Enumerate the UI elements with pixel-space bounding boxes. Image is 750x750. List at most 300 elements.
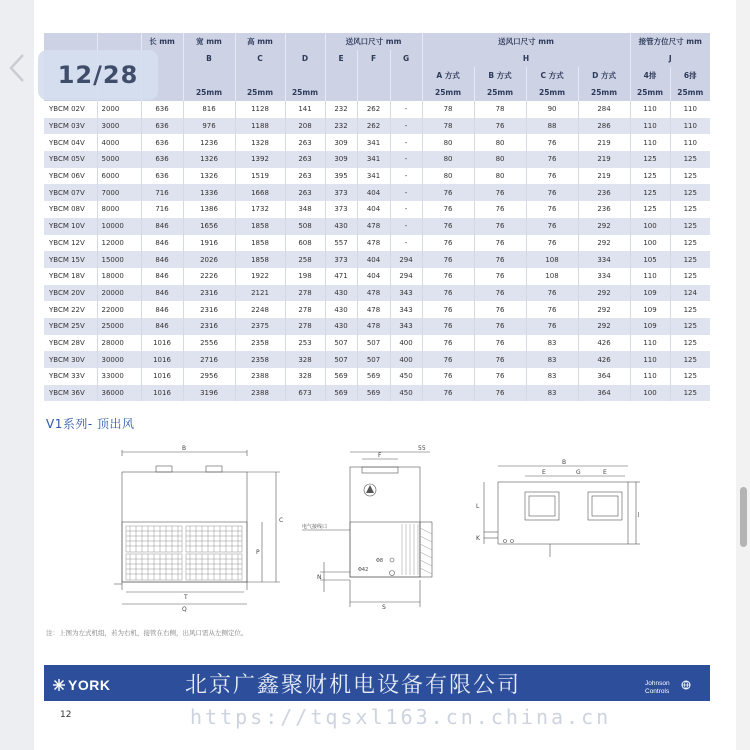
value-cell: 2388 (235, 385, 285, 402)
unit-label: 25mm (285, 84, 325, 101)
value-cell: 125 (670, 184, 710, 201)
value-cell: 5000 (97, 151, 141, 168)
unit-label: 25mm (526, 84, 578, 101)
model-cell: YBCM 25V (44, 318, 97, 335)
value-cell: 232 (325, 118, 357, 135)
value-cell: - (390, 201, 422, 218)
value-cell: 278 (285, 318, 325, 335)
value-cell: 816 (183, 101, 235, 118)
value-cell: 109 (630, 301, 670, 318)
table-row (44, 351, 710, 368)
value-cell: 2358 (235, 335, 285, 352)
value-cell: - (390, 218, 422, 235)
value-cell: 284 (578, 101, 630, 118)
value-cell: 125 (630, 184, 670, 201)
model-cell: YBCM 30V (44, 351, 97, 368)
value-cell: 124 (670, 285, 710, 302)
front-view-drawing (114, 445, 283, 613)
value-cell: 328 (285, 368, 325, 385)
value-cell: 292 (578, 235, 630, 252)
value-cell: 110 (630, 118, 670, 135)
value-cell: 219 (578, 151, 630, 168)
value-cell: 478 (357, 318, 390, 335)
value-cell: 30000 (97, 351, 141, 368)
top-view-drawing (476, 459, 640, 557)
value-cell: 20000 (97, 285, 141, 302)
header-supply-outlet: 送风口尺寸 mm (325, 33, 422, 50)
table-row (44, 134, 710, 151)
table-row (44, 168, 710, 185)
unit-label: 25mm (474, 84, 526, 101)
value-cell: 507 (325, 351, 357, 368)
table-row (44, 118, 710, 135)
value-cell: 88 (526, 118, 578, 135)
value-cell: - (390, 184, 422, 201)
table-row (44, 301, 710, 318)
value-cell: 1016 (141, 368, 183, 385)
value-cell: 716 (141, 184, 183, 201)
model-cell: YBCM 18V (44, 268, 97, 285)
value-cell: 110 (630, 351, 670, 368)
value-cell: 110 (630, 335, 670, 352)
jci-globe-icon (681, 680, 691, 690)
value-cell: 110 (670, 134, 710, 151)
top-label-E2: E (603, 469, 607, 476)
value-cell: 100 (630, 218, 670, 235)
value-cell: 76 (422, 301, 474, 318)
value-cell: 125 (670, 318, 710, 335)
value-cell: 76 (422, 318, 474, 335)
value-cell: 18000 (97, 268, 141, 285)
value-cell: 76 (422, 351, 474, 368)
value-cell: 76 (474, 201, 526, 218)
value-cell: 263 (285, 168, 325, 185)
value-cell: 343 (390, 285, 422, 302)
model-cell: YBCM 15V (44, 251, 97, 268)
value-cell: 2121 (235, 285, 285, 302)
value-cell: 109 (630, 318, 670, 335)
johnson-controls-logo (645, 680, 691, 696)
top-label-K: K (476, 535, 480, 542)
model-cell: YBCM 05V (44, 151, 97, 168)
value-cell: 1326 (183, 168, 235, 185)
value-cell: 1016 (141, 335, 183, 352)
value-cell: 108 (526, 251, 578, 268)
value-cell: 80 (422, 134, 474, 151)
value-cell: 76 (526, 201, 578, 218)
value-cell: 76 (422, 235, 474, 252)
value-cell: 125 (670, 218, 710, 235)
table-row (44, 385, 710, 402)
value-cell: 294 (390, 251, 422, 268)
value-cell: 8000 (97, 201, 141, 218)
value-cell: 80 (474, 151, 526, 168)
value-cell: 76 (474, 285, 526, 302)
model-cell: YBCM 33V (44, 368, 97, 385)
value-cell: 846 (141, 301, 183, 318)
header-D: D (285, 50, 325, 67)
value-cell: 1128 (235, 101, 285, 118)
value-cell: 507 (325, 335, 357, 352)
value-cell: 569 (357, 385, 390, 402)
value-cell: 348 (285, 201, 325, 218)
header-height: 高 mm (235, 33, 285, 50)
value-cell: 219 (578, 134, 630, 151)
value-cell: - (390, 134, 422, 151)
value-cell: - (390, 168, 422, 185)
value-cell: 76 (474, 184, 526, 201)
value-cell: 110 (670, 101, 710, 118)
value-cell: 286 (578, 118, 630, 135)
value-cell: 1392 (235, 151, 285, 168)
value-cell: 1016 (141, 351, 183, 368)
value-cell: 80 (422, 151, 474, 168)
value-cell: - (390, 235, 422, 252)
unit-label: 25mm (422, 84, 474, 101)
value-cell: 507 (357, 351, 390, 368)
value-cell: 258 (285, 251, 325, 268)
scrollbar-track[interactable] (736, 0, 750, 750)
value-cell: 426 (578, 351, 630, 368)
value-cell: 36000 (97, 385, 141, 402)
technical-drawings (40, 442, 710, 622)
value-cell: 125 (630, 168, 670, 185)
value-cell: 450 (390, 385, 422, 402)
value-cell: 90 (526, 101, 578, 118)
value-cell: 292 (578, 285, 630, 302)
model-cell: YBCM 07V (44, 184, 97, 201)
top-label-E: E (542, 469, 546, 476)
value-cell: 125 (670, 168, 710, 185)
value-cell: 76 (526, 285, 578, 302)
value-cell: 2316 (183, 301, 235, 318)
value-cell: 341 (357, 134, 390, 151)
value-cell: 83 (526, 368, 578, 385)
side-label-inlet: 电气接线口 (302, 524, 328, 530)
model-cell: YBCM 08V (44, 201, 97, 218)
front-label-Q: Q (182, 606, 187, 613)
value-cell: 478 (357, 235, 390, 252)
value-cell: 33000 (97, 368, 141, 385)
value-cell: 76 (474, 351, 526, 368)
value-cell: 569 (357, 368, 390, 385)
value-cell: 636 (141, 101, 183, 118)
value-cell: 125 (670, 251, 710, 268)
value-cell: 263 (285, 184, 325, 201)
value-cell: 430 (325, 285, 357, 302)
value-cell: 141 (285, 101, 325, 118)
header-length: 长 mm (141, 33, 183, 50)
table-row (44, 285, 710, 302)
value-cell: 1922 (235, 268, 285, 285)
value-cell: 343 (390, 318, 422, 335)
value-cell: 83 (526, 335, 578, 352)
value-cell: 508 (285, 218, 325, 235)
value-cell: 334 (578, 268, 630, 285)
value-cell: 1519 (235, 168, 285, 185)
value-cell: 83 (526, 351, 578, 368)
value-cell: 25000 (97, 318, 141, 335)
value-cell: 1386 (183, 201, 235, 218)
value-cell: 76 (474, 301, 526, 318)
value-cell: 108 (526, 268, 578, 285)
value-cell: 1326 (183, 151, 235, 168)
header-E: E (325, 50, 357, 67)
header-width: 宽 mm (183, 33, 235, 50)
value-cell: 2316 (183, 318, 235, 335)
value-cell: 292 (578, 318, 630, 335)
value-cell: 76 (526, 318, 578, 335)
table-row (44, 318, 710, 335)
model-cell: YBCM 36V (44, 385, 97, 402)
value-cell: 1328 (235, 134, 285, 151)
value-cell: 78 (474, 101, 526, 118)
value-cell: 236 (578, 201, 630, 218)
header-C-style: C 方式 (526, 67, 578, 84)
value-cell: 2556 (183, 335, 235, 352)
jci-line-1: Johnson (645, 680, 670, 687)
value-cell: 1858 (235, 251, 285, 268)
value-cell: 125 (670, 235, 710, 252)
svg-text:J: J (638, 512, 640, 518)
top-label-L: L (476, 503, 480, 510)
value-cell: 1236 (183, 134, 235, 151)
value-cell: 80 (474, 168, 526, 185)
value-cell: 478 (357, 301, 390, 318)
value-cell: 846 (141, 218, 183, 235)
side-label-S: S (382, 604, 386, 611)
left-navigation-strip[interactable] (0, 0, 34, 750)
table-row (44, 201, 710, 218)
value-cell: 3196 (183, 385, 235, 402)
table-row (44, 151, 710, 168)
value-cell: - (390, 101, 422, 118)
table-row (44, 184, 710, 201)
model-cell: YBCM 04V (44, 134, 97, 151)
value-cell: 976 (183, 118, 235, 135)
value-cell: 110 (670, 118, 710, 135)
header-D-style: D 方式 (578, 67, 630, 84)
value-cell: 400 (390, 335, 422, 352)
value-cell: 373 (325, 201, 357, 218)
model-cell: YBCM 22V (44, 301, 97, 318)
front-label-B: B (182, 445, 187, 452)
model-cell: YBCM 28V (44, 335, 97, 352)
value-cell: 343 (390, 301, 422, 318)
header-4-row: 4排 (630, 67, 670, 84)
value-cell: 125 (670, 368, 710, 385)
value-cell: 76 (526, 218, 578, 235)
value-cell: 76 (422, 184, 474, 201)
side-label-phi42: Φ42 (358, 567, 369, 573)
value-cell: 76 (526, 301, 578, 318)
top-label-G: G (576, 469, 581, 476)
table-row (44, 235, 710, 252)
value-cell: 294 (390, 268, 422, 285)
value-cell: 76 (422, 285, 474, 302)
section-title: V1系列- 顶出风 (46, 417, 135, 431)
value-cell: 278 (285, 285, 325, 302)
fan-arrow-icon (366, 485, 374, 493)
value-cell: 373 (325, 251, 357, 268)
header-return-outlet: 送风口尺寸 mm (422, 33, 630, 50)
value-cell: 236 (578, 184, 630, 201)
scrollbar-thumb[interactable] (740, 487, 747, 547)
value-cell: 1858 (235, 235, 285, 252)
value-cell: 262 (357, 118, 390, 135)
value-cell: 636 (141, 151, 183, 168)
value-cell: 716 (141, 201, 183, 218)
value-cell: - (390, 151, 422, 168)
value-cell: 2388 (235, 368, 285, 385)
page-counter: 12/28 (38, 50, 158, 100)
value-cell: 328 (285, 351, 325, 368)
value-cell: 80 (422, 168, 474, 185)
value-cell: 450 (390, 368, 422, 385)
value-cell: 404 (357, 201, 390, 218)
value-cell: 2716 (183, 351, 235, 368)
value-cell: 105 (630, 251, 670, 268)
value-cell: 292 (578, 301, 630, 318)
header-row-1 (44, 33, 710, 50)
value-cell: 309 (325, 151, 357, 168)
value-cell: 478 (357, 218, 390, 235)
value-cell: 76 (474, 318, 526, 335)
value-cell: 2226 (183, 268, 235, 285)
value-cell: 76 (526, 151, 578, 168)
unit-label: 25mm (578, 84, 630, 101)
value-cell: 125 (670, 335, 710, 352)
table-row (44, 335, 710, 352)
value-cell: 76 (422, 218, 474, 235)
header-6-row: 6排 (670, 67, 710, 84)
company-name: 北京广鑫聚财机电设备有限公司 (185, 673, 522, 698)
value-cell: 22000 (97, 301, 141, 318)
value-cell: 76 (422, 368, 474, 385)
value-cell: 673 (285, 385, 325, 402)
value-cell: 2248 (235, 301, 285, 318)
value-cell: 1858 (235, 218, 285, 235)
value-cell: 208 (285, 118, 325, 135)
value-cell: 76 (474, 385, 526, 402)
value-cell: 478 (357, 285, 390, 302)
value-cell: 430 (325, 301, 357, 318)
model-cell: YBCM 02V (44, 101, 97, 118)
value-cell: 404 (357, 184, 390, 201)
page-number: 12 (60, 710, 72, 720)
value-cell: 76 (474, 235, 526, 252)
side-label-N: N (317, 574, 322, 581)
left-arrow-icon[interactable] (6, 52, 28, 84)
front-label-P: P (256, 549, 260, 556)
value-cell: 430 (325, 218, 357, 235)
value-cell: 76 (526, 184, 578, 201)
value-cell: 76 (474, 368, 526, 385)
front-label-C: C (279, 517, 284, 524)
value-cell: 404 (357, 251, 390, 268)
website-watermark: https://tqsxl163.cn.china.cn (190, 705, 612, 729)
value-cell: 232 (325, 101, 357, 118)
value-cell: 426 (578, 335, 630, 352)
value-cell: 636 (141, 118, 183, 135)
side-label-F: F (378, 452, 382, 459)
value-cell: 1188 (235, 118, 285, 135)
value-cell: 846 (141, 285, 183, 302)
side-label-phi8: Φ8 (376, 558, 384, 564)
value-cell: 80 (474, 134, 526, 151)
value-cell: 2316 (183, 285, 235, 302)
value-cell: 608 (285, 235, 325, 252)
york-snowflake-icon (52, 678, 66, 692)
header-A-style: A 方式 (422, 67, 474, 84)
footnote: 注：上图为左式机组，若为右机，接管在右侧，出风口需从左侧定位。 (46, 629, 248, 637)
value-cell: 219 (578, 168, 630, 185)
top-label-B: B (562, 459, 567, 466)
spec-table-body (44, 101, 710, 401)
unit-label: 25mm (630, 84, 670, 101)
value-cell: 4000 (97, 134, 141, 151)
value-cell: 253 (285, 335, 325, 352)
value-cell: 76 (474, 218, 526, 235)
unit-label: 25mm (670, 84, 710, 101)
value-cell: 334 (578, 251, 630, 268)
value-cell: 569 (325, 385, 357, 402)
value-cell: 125 (670, 201, 710, 218)
table-row (44, 368, 710, 385)
value-cell: 100 (630, 385, 670, 402)
model-cell: YBCM 10V (44, 218, 97, 235)
value-cell: 2375 (235, 318, 285, 335)
value-cell: 83 (526, 385, 578, 402)
value-cell: 7000 (97, 184, 141, 201)
value-cell: 278 (285, 301, 325, 318)
value-cell: 76 (422, 385, 474, 402)
value-cell: 76 (474, 268, 526, 285)
table-row (44, 268, 710, 285)
value-cell: 125 (630, 151, 670, 168)
value-cell: 373 (325, 184, 357, 201)
unit-label: 25mm (235, 84, 285, 101)
header-C: C (235, 50, 285, 67)
value-cell: 76 (422, 201, 474, 218)
value-cell: 557 (325, 235, 357, 252)
model-cell: YBCM 06V (44, 168, 97, 185)
header-pipe-position: 接管方位尺寸 mm (630, 33, 710, 50)
value-cell: 125 (670, 351, 710, 368)
value-cell: 404 (357, 268, 390, 285)
header-B-style: B 方式 (474, 67, 526, 84)
jci-line-2: Controls (645, 688, 670, 695)
value-cell: 1016 (141, 385, 183, 402)
value-cell: 2000 (97, 101, 141, 118)
value-cell: - (390, 118, 422, 135)
value-cell: 109 (630, 285, 670, 302)
value-cell: 10000 (97, 218, 141, 235)
value-cell: 12000 (97, 235, 141, 252)
value-cell: 76 (526, 235, 578, 252)
model-cell: YBCM 12V (44, 235, 97, 252)
value-cell: 125 (670, 385, 710, 402)
value-cell: 2026 (183, 251, 235, 268)
value-cell: 110 (630, 268, 670, 285)
value-cell: 15000 (97, 251, 141, 268)
model-cell: YBCM 03V (44, 118, 97, 135)
value-cell: 846 (141, 268, 183, 285)
value-cell: 507 (357, 335, 390, 352)
unit-label: 25mm (183, 84, 235, 101)
value-cell: 198 (285, 268, 325, 285)
value-cell: 125 (670, 151, 710, 168)
